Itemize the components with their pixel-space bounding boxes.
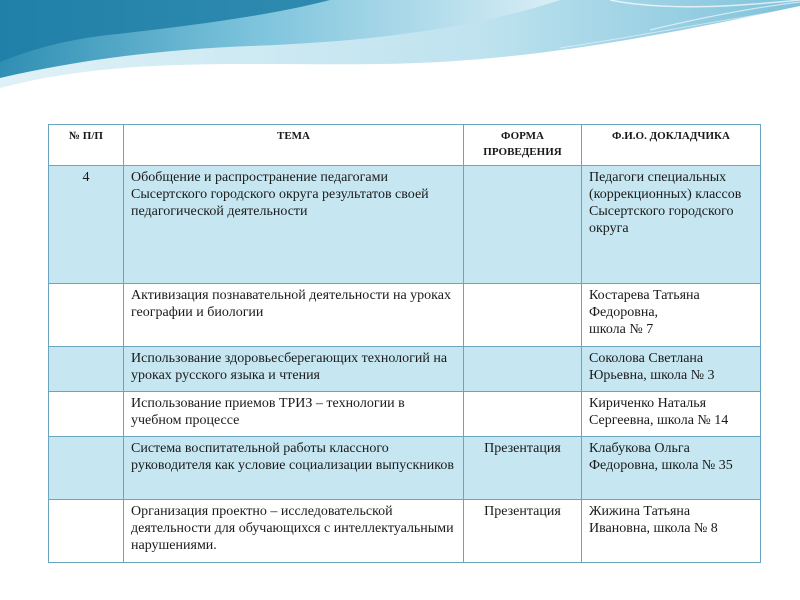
header-form: ФОРМА ПРОВЕДЕНИЯ — [464, 125, 582, 166]
row-topic: Использование приемов ТРИЗ – технологии в учебном процессе — [124, 392, 464, 437]
header-speaker: Ф.И.О. ДОКЛАДЧИКА — [582, 125, 761, 166]
header-number: № П/П — [49, 125, 124, 166]
row-topic: Активизация познавательной деятельности на уроках географии и биологии — [124, 284, 464, 347]
row-form: Презентация — [464, 437, 582, 500]
table-row — [49, 284, 761, 347]
row-form — [464, 284, 582, 347]
row-speaker: Костарева Татьяна Федоровна, школа № 7 — [582, 284, 761, 347]
table-row — [49, 500, 761, 563]
row-speaker: Соколова Светлана Юрьевна, школа № 3 — [582, 347, 761, 392]
row-form — [464, 347, 582, 392]
table-row — [49, 437, 761, 500]
row-form — [464, 166, 582, 284]
row-topic: Система воспитательной работы классного руководителя как условие социализации выпускников — [124, 437, 464, 500]
row-speaker: Педагоги специальных (коррекционных) классов Сысертского городского округа — [582, 166, 761, 284]
row-speaker: Жижина Татьяна Ивановна, школа № 8 — [582, 500, 761, 563]
header-topic: ТЕМА — [124, 125, 464, 166]
table-row — [49, 166, 761, 284]
table-header-row — [49, 125, 761, 166]
row-speaker: Клабукова Ольга Федоровна, школа № 35 — [582, 437, 761, 500]
table-row — [49, 392, 761, 437]
decorative-wave-banner — [0, 0, 800, 110]
row-number: 4 — [49, 166, 124, 284]
row-topic: Организация проектно – исследовательской деятельности для обучающихся с интеллектуальными нарушениями. — [124, 500, 464, 563]
row-number — [49, 437, 124, 500]
row-number — [49, 392, 124, 437]
row-number — [49, 500, 124, 563]
row-form — [464, 392, 582, 437]
program-table — [48, 124, 761, 563]
row-number — [49, 347, 124, 392]
row-topic: Использование здоровьесберегающих технологий на уроках русского языка и чтения — [124, 347, 464, 392]
row-number — [49, 284, 124, 347]
row-form: Презентация — [464, 500, 582, 563]
row-topic: Обобщение и распространение педагогами Сысертского городского округа результатов своей педагогической деятельности — [124, 166, 464, 284]
row-speaker: Кириченко Наталья Сергеевна, школа № 14 — [582, 392, 761, 437]
table-row — [49, 347, 761, 392]
